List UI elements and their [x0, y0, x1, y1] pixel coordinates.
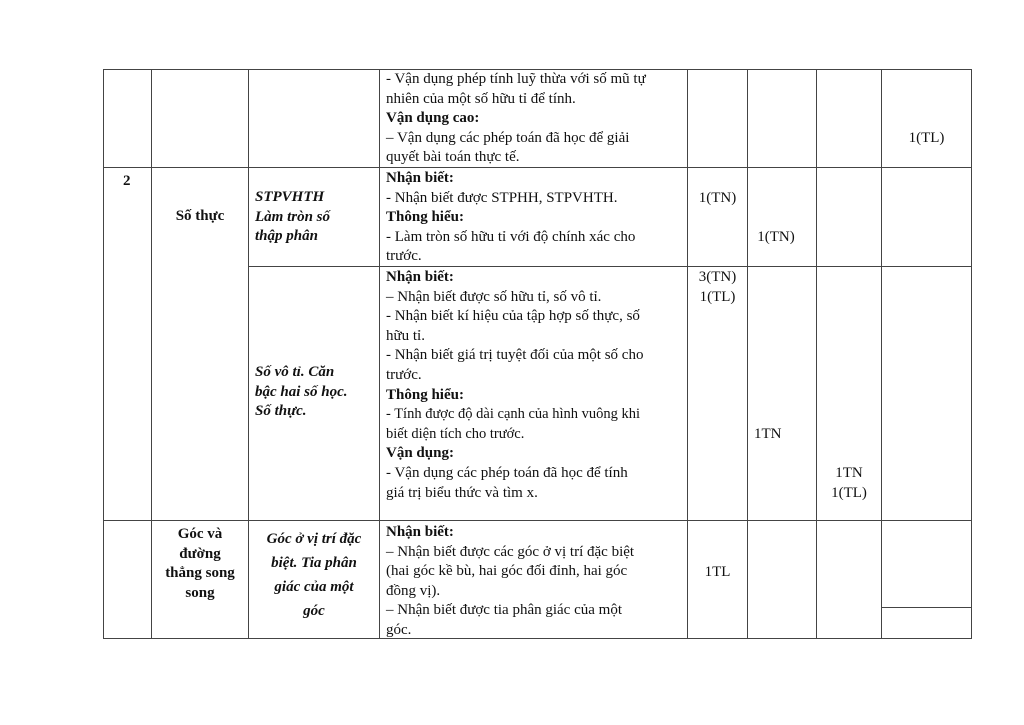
row3-col5-value: 1(TL)	[699, 289, 736, 305]
content-heading: Nhận biết:	[386, 269, 454, 285]
content-heading: Thông hiểu:	[386, 386, 464, 403]
row4-col5-value: 1TL	[704, 564, 731, 580]
row2-content	[386, 169, 682, 267]
content-line: hữu tỉ.	[386, 327, 425, 344]
content-line: trước.	[386, 366, 422, 383]
topic-line: góc	[303, 603, 325, 619]
row2-chapter: Số thực	[175, 208, 225, 224]
content-line: (hai góc kề bù, hai góc đối đỉnh, hai góc	[386, 563, 628, 580]
row2-topic	[255, 188, 330, 247]
topic-line: STPVHTH	[255, 189, 325, 205]
col-border-6	[816, 69, 817, 639]
col-border-3	[379, 69, 380, 639]
topic-line: Số vô tỉ. Căn	[255, 364, 335, 380]
content-line: nhiên của một số hữu tỉ để tính.	[386, 90, 576, 107]
content-line: biết diện tích cho trước.	[386, 425, 525, 442]
topic-line: bậc hai số học.	[255, 383, 348, 400]
row2-stt: 2	[123, 173, 131, 189]
row3-content	[386, 268, 682, 503]
row4-topic	[249, 527, 379, 623]
content-heading: Nhận biết:	[386, 524, 454, 540]
row-border-3	[103, 520, 972, 521]
row3-col5-value: 3(TN)	[698, 269, 737, 285]
row3-col7-value: 1(TL)	[831, 485, 867, 501]
content-line: - Làm tròn số hữu tỉ với độ chính xác cho	[386, 228, 636, 245]
row3-col6-value: 1TN	[754, 426, 782, 442]
row2-col5-value: 1(TN)	[698, 190, 737, 206]
row2-col6-value: 1(TN)	[757, 229, 795, 245]
content-line: - Nhận biết giá trị tuyệt đối của một số cho	[386, 347, 644, 364]
row3-col7-value: 1TN	[835, 465, 863, 481]
content-line: góc.	[386, 621, 412, 638]
content-line: trước.	[386, 248, 422, 265]
content-line: quyết bài toán thực tế.	[386, 149, 520, 166]
content-line: - Vận dụng các phép toán đã học để tính	[386, 464, 628, 481]
content-line: - Nhận biết được STPHH, STPVHTH.	[386, 189, 618, 206]
topic-line: Số thực.	[255, 403, 307, 420]
content-line: – Nhận biết được tia phân giác của một	[386, 602, 622, 619]
content-line: – Nhận biết được số hữu tỉ, số vô tỉ.	[386, 288, 602, 305]
topic-line: biệt. Tia phân	[271, 555, 357, 571]
content-heading: Vận dụng:	[386, 445, 454, 462]
chapter-line: thẳng song	[165, 565, 235, 582]
content-line: - Nhận biết kí hiệu của tập hợp số thực, số	[386, 308, 640, 325]
topic-line: Góc ở vị trí đặc	[266, 531, 362, 547]
content-line: giá trị biểu thức và tìm x.	[386, 484, 538, 501]
col-border-7	[881, 69, 882, 639]
col-border-5	[747, 69, 748, 639]
content-line: – Vận dụng các phép toán đã học để giải	[386, 129, 630, 146]
row-border-4-partial	[881, 607, 972, 608]
row4-chapter	[152, 525, 248, 603]
chapter-line: Góc và	[177, 526, 223, 542]
chapter-line: đường	[179, 545, 221, 562]
col-border-0	[103, 69, 104, 639]
col-border-4	[687, 69, 688, 639]
col-border-8	[971, 69, 972, 639]
content-heading: Thông hiểu:	[386, 209, 464, 226]
content-line: - Vận dụng phép tính luỹ thừa với số mũ tự	[386, 71, 646, 87]
content-line: – Nhận biết được các góc ở vị trí đặc biệt	[386, 543, 635, 560]
row4-content	[386, 523, 682, 641]
topic-line: giác của một	[274, 579, 354, 595]
row3-topic	[255, 363, 348, 422]
content-line: - Tính được độ dài cạnh của hình vuông khi	[386, 406, 641, 423]
content-line: đồng vị).	[386, 582, 441, 599]
row1-col8-value: 1(TL)	[908, 130, 945, 146]
content-heading: Vận dụng cao:	[386, 110, 480, 127]
content-heading: Nhận biết:	[386, 170, 454, 186]
topic-line: Làm tròn số	[255, 208, 331, 225]
topic-line: thập phân	[255, 228, 318, 245]
chapter-line: song	[185, 584, 215, 601]
row1-content	[386, 70, 682, 168]
